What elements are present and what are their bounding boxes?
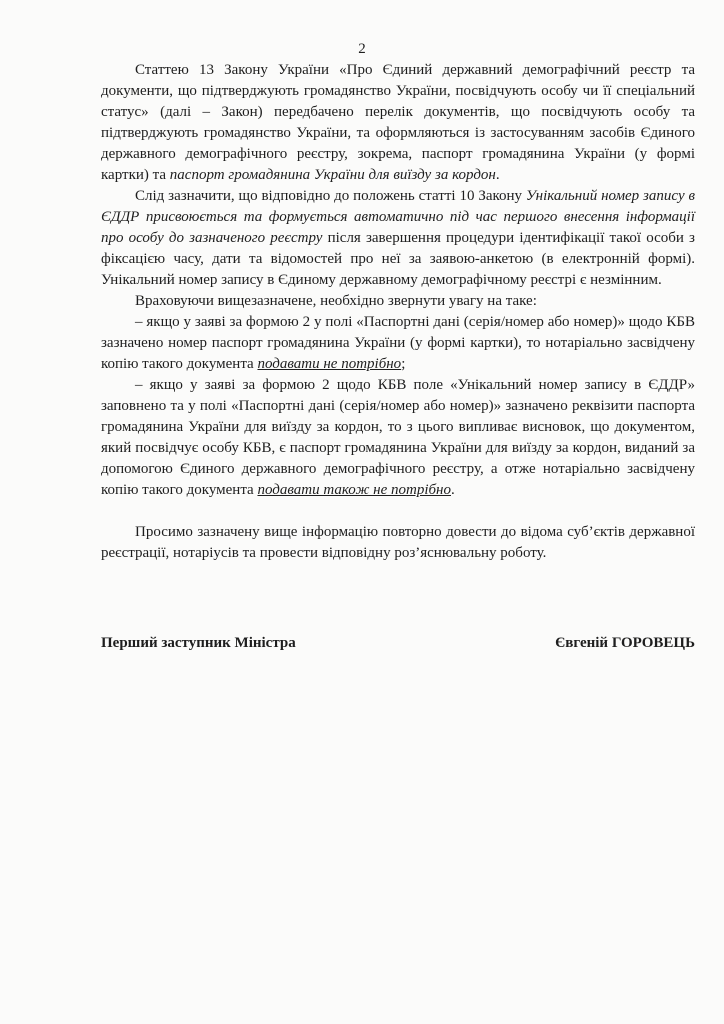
- signatory-name: Євгеній ГОРОВЕЦЬ: [555, 635, 695, 651]
- page-number: 2: [358, 41, 366, 57]
- paragraph-text: – якщо у заяві за формою 2 у полі «Паспортні дані (серія/номер або номер)» щодо КБВ зазначено номер паспорт громадянина України (у формі картки), то нотаріально засвідчену копію такого документа: [101, 314, 695, 372]
- paragraph-text: Слід зазначити, що відповідно до положень статті 10 Закону: [135, 188, 526, 204]
- paragraph-text: після завершення процедури ідентифікації такої особи з фіксацією часу, дати та відомостей про неї за заявою-анкетою (в електронній формі). Унікальний номер запису в Єдиному державному демографічному реєстрі є незмінним.: [101, 230, 695, 288]
- paragraph-text: Статтею 13 Закону України «Про Єдиний державний демографічний реєстр та документи, що підтверджують громадянство України, посвідчують особу чи її спеціальний статус» (далі – Закон) передбачено перелік документів, що посвідчують особу та підтверджують громадянство України, та оформляються із застосуванням засобів Єдиного державного демографічного реєстру, зокрема, паспорт громадянина України (у формі картки) та: [101, 62, 695, 183]
- letter-body: [101, 60, 695, 564]
- emphasis-unique-record-number: Унікальний номер запису в ЄДДР присвоюється та формується автоматично під час першого внесення інформації про особу до зазначеного реєстру: [101, 188, 695, 246]
- paragraph-text: .: [495, 167, 500, 183]
- signatory-position: Перший заступник Міністра: [101, 635, 296, 651]
- paragraph-text: ;: [401, 356, 406, 372]
- emphasis-foreign-passport: паспорт громадянина України для виїзду за кордон: [169, 167, 496, 183]
- paragraph-request: Просимо зазначену вище інформацію повторно довести до відома суб’єктів державної реєстрації, нотаріусів та провести відповідну роз’яснювальну роботу.: [101, 524, 695, 561]
- emphasis-not-required: подавати не потрібно: [257, 356, 402, 372]
- paragraph-list-item-2: [101, 375, 695, 501]
- signature-block: [101, 632, 695, 654]
- paragraph-spacer: [101, 501, 695, 522]
- emphasis-also-not-required: подавати також не потрібно: [257, 482, 451, 498]
- paragraph-law-article-13: [101, 60, 695, 186]
- paragraph-text: – якщо у заяві за формою 2 щодо КБВ поле «Унікальний номер запису в ЄДДР» заповнено та у полі «Паспортні дані (серія/номер або номер)» зазначено реквізити паспорта громадянина України для виїзду за кордон, то з цього випливає висновок, що документом, який посвідчує особу КБВ, є паспорт громадянина України для виїзду за кордон, виданий за допомогою Єдиного державного демографічного реєстру, а отже нотаріально засвідчену копію такого документа: [101, 377, 695, 498]
- paragraph-list-item-1: [101, 312, 695, 375]
- paragraph-article-10: [101, 186, 695, 291]
- paragraph-intro-list: Враховуючи вищезазначене, необхідно звернути увагу на таке:: [135, 293, 537, 309]
- paragraph-text: .: [450, 482, 455, 498]
